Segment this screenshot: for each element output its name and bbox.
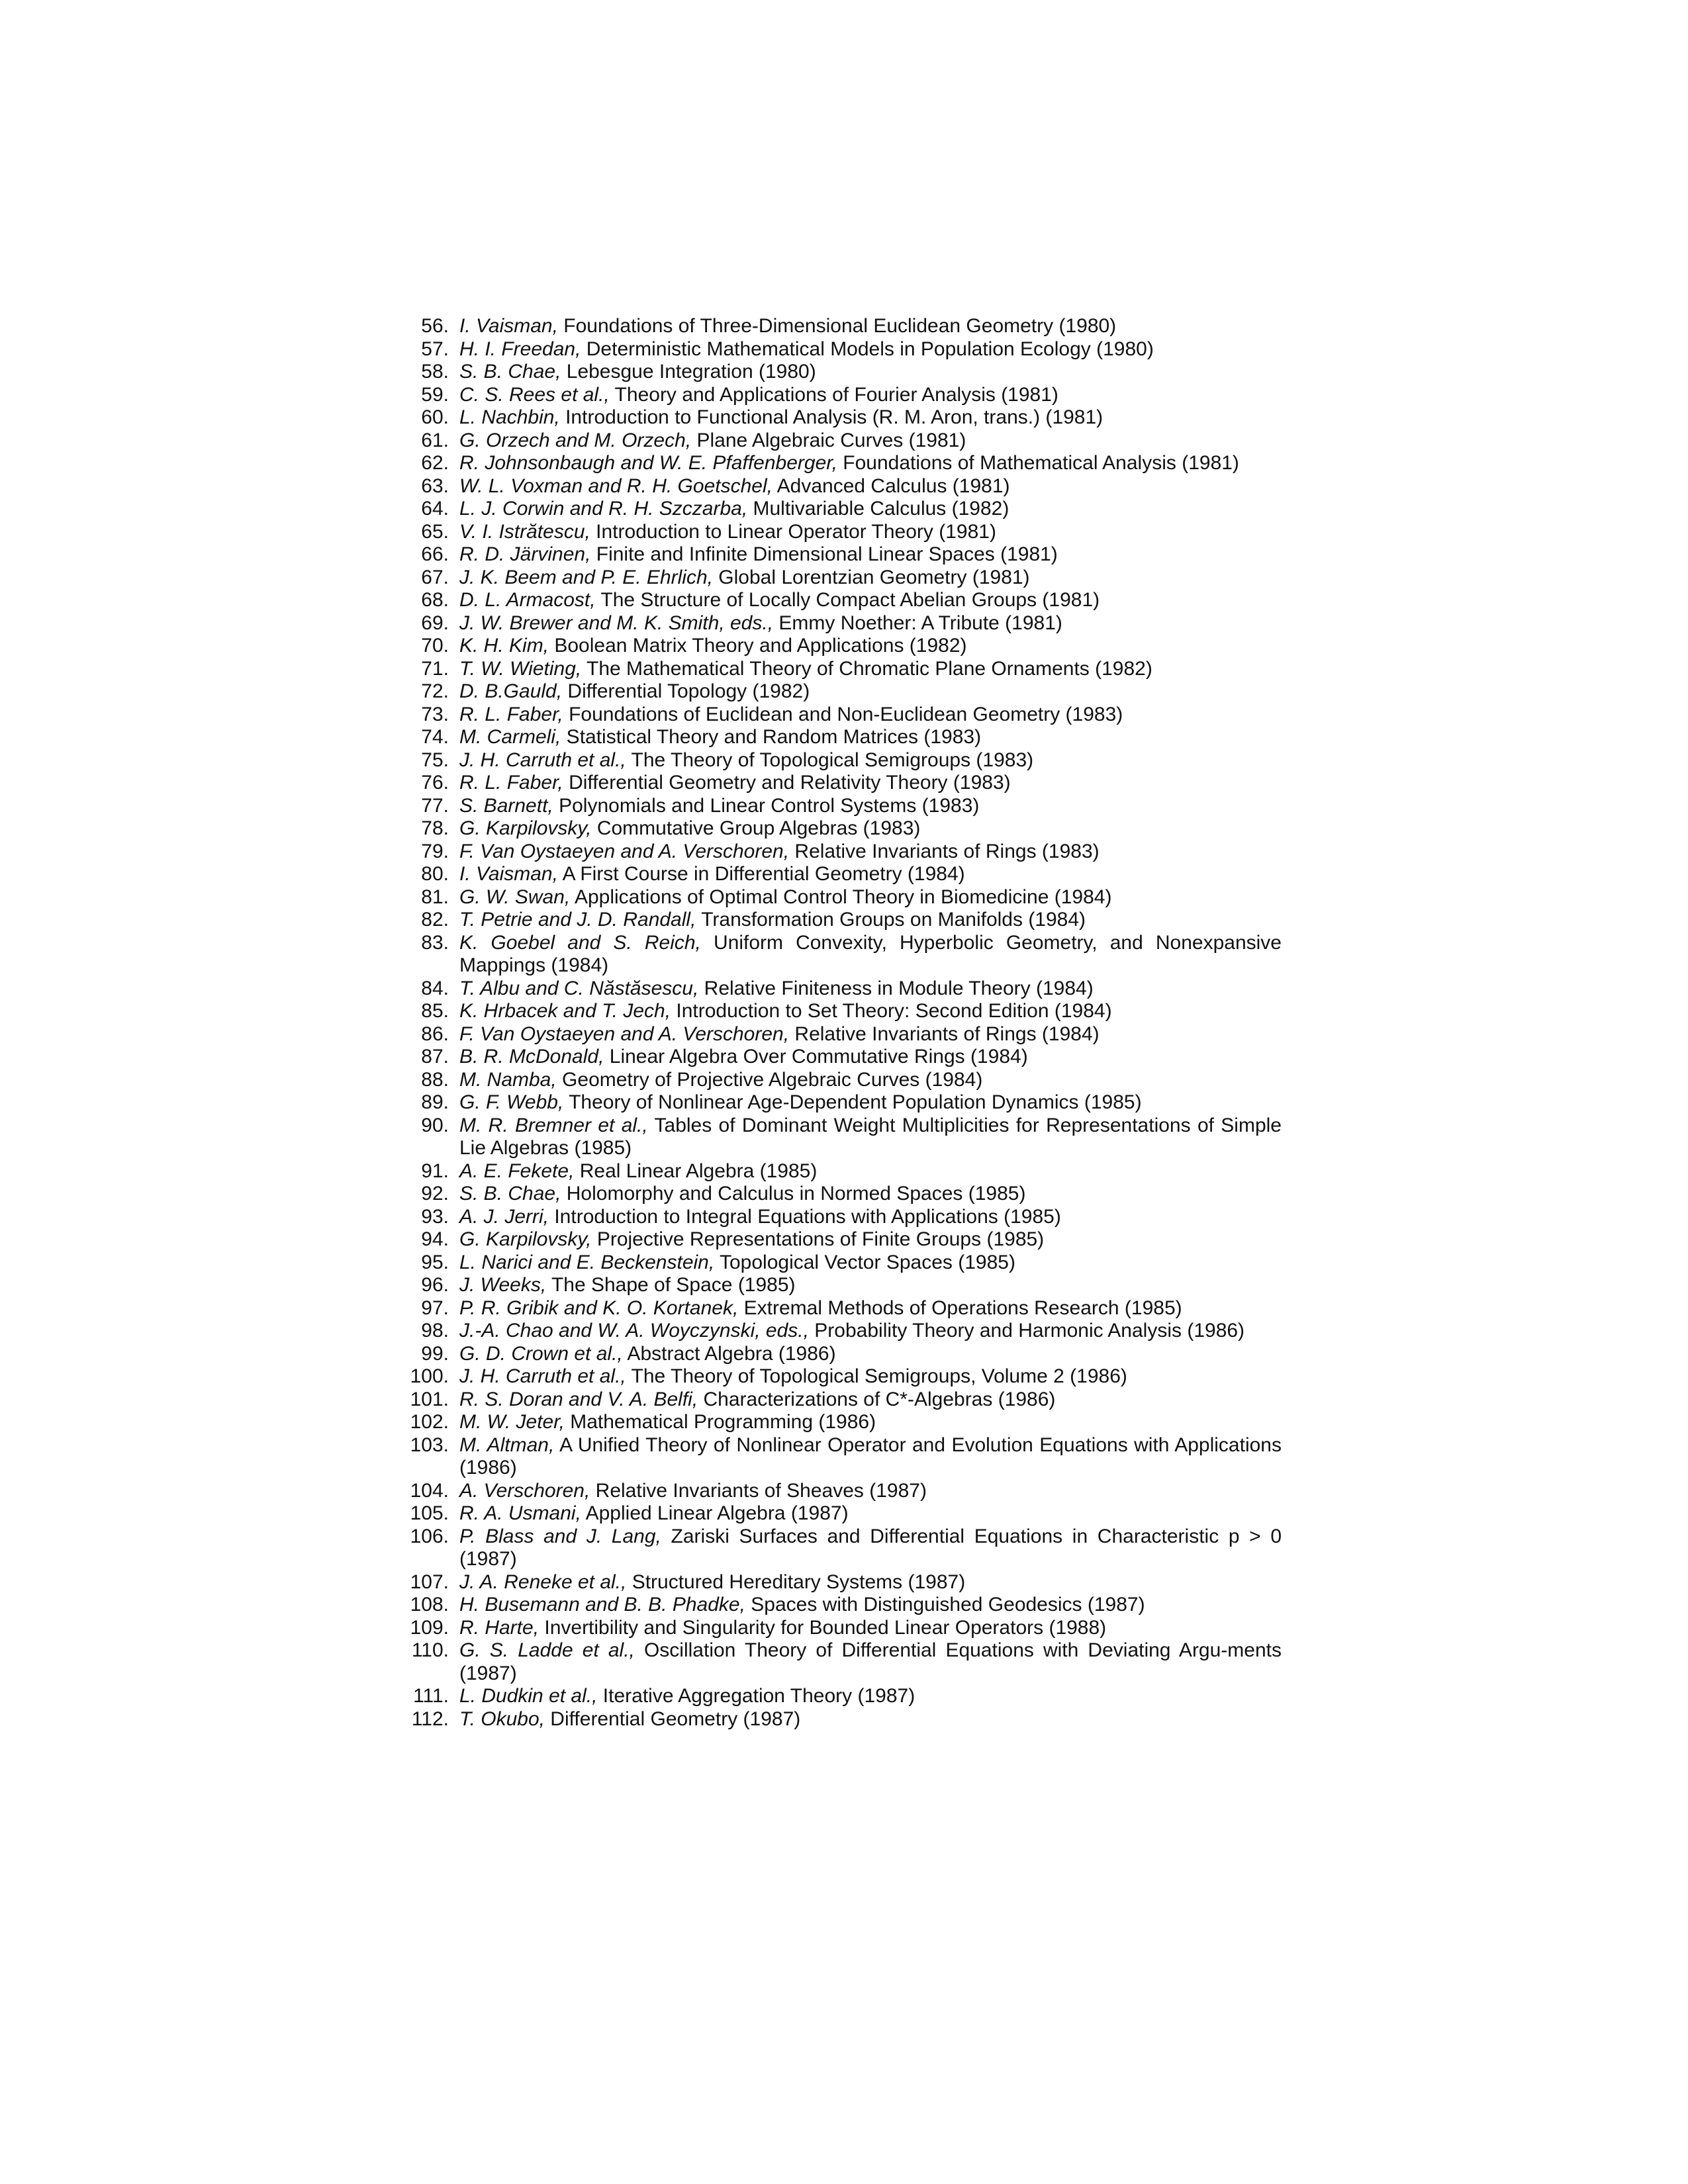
entry-title: Probability Theory and Harmonic Analysis (1986)	[808, 1320, 1245, 1342]
entry-title: Theory of Nonlinear Age-Dependent Population Dynamics (1985)	[563, 1091, 1142, 1113]
entry-title: Oscillation Theory of Differential Equations with Deviating Argu-ments (1987)	[459, 1639, 1282, 1684]
entry-number: 60.	[421, 406, 449, 428]
entry-number: 109.	[410, 1616, 449, 1639]
entry-title: Introduction to Linear Operator Theory (1981)	[590, 520, 996, 543]
reference-entry	[391, 1571, 1282, 1594]
entry-number: 101.	[410, 1388, 449, 1410]
entry-number: 84.	[421, 977, 449, 999]
entry-number: 92.	[421, 1183, 449, 1205]
entry-number: 56.	[421, 315, 449, 337]
entry-text	[449, 1708, 1282, 1731]
reference-entry	[391, 1411, 1282, 1434]
reference-entry	[391, 1000, 1282, 1023]
entry-author: A. Verschoren,	[459, 1479, 590, 1502]
entry-author: S. Barnett,	[459, 794, 553, 817]
entry-title: Global Lorentzian Geometry (1981)	[712, 566, 1030, 588]
entry-text	[449, 863, 1282, 886]
entry-text	[449, 498, 1282, 521]
entry-title: Characterizations of C*-Algebras (1986)	[698, 1388, 1056, 1410]
entry-number: 90.	[421, 1114, 449, 1136]
entry-author: J. A. Reneke et al.,	[459, 1570, 627, 1593]
entry-title: Linear Algebra Over Commutative Rings (1984)	[604, 1046, 1028, 1068]
entry-number: 81.	[421, 886, 449, 908]
entry-number: 88.	[421, 1068, 449, 1091]
entry-author: J. Weeks,	[459, 1274, 547, 1296]
reference-entry	[391, 841, 1282, 864]
entry-author: F. Van Oystaeyen and A. Verschoren,	[459, 840, 790, 862]
reference-entry	[391, 1069, 1282, 1092]
reference-entry	[391, 384, 1282, 407]
entry-number: 99.	[421, 1342, 449, 1365]
reference-entry	[391, 543, 1282, 567]
entry-author: I. Vaisman,	[459, 315, 558, 337]
entry-text	[449, 430, 1282, 453]
entry-author: L. Nachbin,	[459, 406, 560, 428]
entry-text	[449, 932, 1282, 978]
entry-number: 58.	[421, 361, 449, 383]
entry-author: P. R. Gribik and K. O. Kortanek,	[459, 1297, 739, 1319]
reference-entry	[391, 612, 1282, 635]
entry-author: G. Orzech and M. Orzech,	[459, 429, 692, 451]
entry-author: R. Johnsonbaugh and W. E. Pfaffenberger,	[459, 452, 837, 474]
entry-author: G. F. Webb,	[459, 1091, 564, 1113]
reference-entry	[391, 726, 1282, 749]
reference-entry	[391, 338, 1282, 361]
entry-author: C. S. Rees et al.,	[459, 383, 610, 406]
entry-text	[449, 361, 1282, 384]
entry-text	[449, 1160, 1282, 1183]
entry-title: Extremal Methods of Operations Research (1985)	[738, 1297, 1182, 1319]
entry-author: V. I. Istrătescu,	[459, 520, 590, 543]
entry-number: 100.	[410, 1365, 449, 1387]
entry-number: 65.	[421, 520, 449, 543]
reference-entry	[391, 795, 1282, 818]
entry-author: R. A. Usmani,	[459, 1502, 581, 1524]
entry-number: 107.	[410, 1570, 449, 1593]
entry-number: 106.	[410, 1525, 449, 1547]
reference-entry	[391, 406, 1282, 430]
entry-title: Foundations of Mathematical Analysis (1981)	[837, 452, 1239, 474]
entry-author: R. L. Faber,	[459, 703, 563, 725]
entry-text	[449, 1343, 1282, 1366]
entry-number: 82.	[421, 909, 449, 931]
entry-title: Transformation Groups on Manifolds (1984)	[696, 909, 1086, 931]
entry-text	[449, 1525, 1282, 1571]
entry-text	[449, 704, 1282, 727]
reference-entry	[391, 1480, 1282, 1503]
entry-title: Finite and Infinite Dimensional Linear Spaces (1981)	[590, 543, 1058, 565]
reference-entry	[391, 704, 1282, 727]
reference-entry	[391, 1046, 1282, 1069]
entry-author: W. L. Voxman and R. H. Goetschel,	[459, 475, 773, 497]
entry-text	[449, 817, 1282, 841]
reference-entry	[391, 1228, 1282, 1251]
entry-title: Applied Linear Algebra (1987)	[581, 1502, 849, 1524]
reference-entry	[391, 1115, 1282, 1160]
entry-number: 110.	[411, 1639, 449, 1661]
entry-title: Introduction to Set Theory: Second Edition (1984)	[671, 1000, 1112, 1022]
entry-text	[449, 1274, 1282, 1297]
entry-author: M. Carmeli,	[459, 726, 561, 748]
entry-title: The Mathematical Theory of Chromatic Plane Ornaments (1982)	[581, 657, 1152, 680]
entry-text	[449, 635, 1282, 658]
entry-author: M. R. Bremner et al.,	[459, 1114, 648, 1136]
entry-text	[449, 1502, 1282, 1525]
entry-author: K. Hrbacek and T. Jech,	[459, 1000, 671, 1022]
reference-entry	[391, 1617, 1282, 1640]
entry-title: Polynomials and Linear Control Systems (1983)	[553, 794, 980, 817]
entry-title: Uniform Convexity, Hyperbolic Geometry, and Nonexpansive Mappings (1984)	[459, 931, 1282, 976]
entry-author: A. J. Jerri,	[459, 1205, 549, 1228]
entry-author: S. B. Chae,	[459, 361, 561, 383]
reference-entry	[391, 430, 1282, 453]
entry-number: 96.	[421, 1274, 449, 1296]
entry-number: 69.	[421, 612, 449, 634]
entry-number: 77.	[421, 794, 449, 817]
entry-title: The Structure of Locally Compact Abelian Groups (1981)	[595, 589, 1100, 611]
entry-author: J. W. Brewer and M. K. Smith, eds.,	[459, 612, 774, 634]
entry-author: J.-A. Chao and W. A. Woyczynski, eds.,	[459, 1320, 809, 1342]
entry-text	[449, 567, 1282, 590]
entry-title: Topological Vector Spaces (1985)	[714, 1251, 1015, 1273]
entry-number: 62.	[421, 452, 449, 474]
entry-number: 93.	[421, 1205, 449, 1228]
entry-text	[449, 384, 1282, 407]
reference-entry	[391, 932, 1282, 978]
reference-entry	[391, 589, 1282, 612]
entry-title: Spaces with Distinguished Geodesics (1987)	[745, 1594, 1145, 1615]
reference-entry	[391, 1594, 1282, 1617]
reference-entry	[391, 1091, 1282, 1115]
entry-title: Zariski Surfaces and Differential Equations in Characteristic p > 0 (1987)	[459, 1525, 1282, 1570]
entry-title: Relative Invariants of Rings (1984)	[789, 1023, 1100, 1045]
entry-author: J. H. Carruth et al.,	[459, 1365, 626, 1387]
entry-number: 73.	[421, 703, 449, 725]
entry-title: Emmy Noether: A Tribute (1981)	[773, 612, 1062, 634]
entry-author: K. H. Kim,	[459, 635, 549, 657]
entry-number: 57.	[421, 338, 449, 360]
entry-number: 105.	[410, 1502, 449, 1524]
entry-number: 66.	[421, 543, 449, 565]
entry-author: H. I. Freedan,	[459, 338, 581, 360]
entry-text	[449, 1571, 1282, 1594]
entry-title: Statistical Theory and Random Matrices (1983)	[561, 726, 982, 748]
entry-title: Lebesgue Integration (1980)	[561, 361, 816, 383]
entry-title: Structured Hereditary Systems (1987)	[626, 1570, 966, 1593]
reference-entry	[391, 1343, 1282, 1366]
entry-number: 111.	[413, 1685, 449, 1707]
entry-title: Commutative Group Algebras (1983)	[591, 817, 921, 839]
entry-title: The Shape of Space (1985)	[546, 1274, 796, 1296]
entry-text	[449, 658, 1282, 681]
entry-text	[449, 1206, 1282, 1229]
entry-author: G. Karpilovsky,	[459, 1228, 592, 1250]
entry-number: 70.	[421, 635, 449, 657]
entry-title: Differential Topology (1982)	[562, 680, 810, 702]
reference-entry	[391, 1502, 1282, 1525]
entry-text	[449, 749, 1282, 772]
entry-text	[449, 1639, 1282, 1685]
reference-entry	[391, 1685, 1282, 1708]
reference-list	[391, 315, 1282, 1731]
entry-author: I. Vaisman,	[459, 863, 558, 885]
entry-text	[449, 1685, 1282, 1708]
entry-author: T. Albu and C. Năstăsescu,	[459, 977, 699, 999]
entry-text	[449, 680, 1282, 704]
entry-text	[449, 1023, 1282, 1046]
entry-author: L. J. Corwin and R. H. Szczarba,	[459, 498, 748, 520]
entry-number: 59.	[421, 383, 449, 406]
entry-author: T. W. Wieting,	[459, 657, 582, 680]
entry-number: 72.	[421, 680, 449, 702]
entry-number: 83.	[421, 931, 449, 954]
entry-title: Invertibility and Singularity for Bounded Linear Operators (1988)	[539, 1616, 1107, 1639]
entry-number: 97.	[421, 1297, 449, 1319]
entry-text	[449, 795, 1282, 818]
entry-title: Differential Geometry (1987)	[544, 1707, 801, 1730]
entry-text	[449, 1115, 1282, 1160]
entry-text	[449, 1091, 1282, 1115]
entry-author: M. Namba,	[459, 1068, 557, 1091]
entry-text	[449, 1320, 1282, 1343]
entry-author: R. D. Järvinen,	[459, 543, 591, 565]
reference-entry	[391, 1297, 1282, 1320]
entry-number: 61.	[421, 429, 449, 451]
entry-author: L. Narici and E. Beckenstein,	[459, 1251, 715, 1273]
entry-text	[449, 886, 1282, 909]
reference-entry	[391, 1708, 1282, 1731]
entry-number: 95.	[421, 1251, 449, 1273]
reference-entry	[391, 315, 1282, 338]
reference-entry	[391, 886, 1282, 909]
entry-number: 80.	[421, 863, 449, 885]
reference-entry	[391, 1160, 1282, 1183]
entry-number: 78.	[421, 817, 449, 839]
entry-text	[449, 475, 1282, 498]
entry-title: Theory and Applications of Fourier Analysis (1981)	[609, 383, 1058, 406]
entry-title: Abstract Algebra (1986)	[622, 1342, 836, 1365]
entry-title: Relative Finiteness in Module Theory (1984)	[698, 977, 1094, 999]
entry-text	[449, 406, 1282, 430]
entry-number: 104.	[410, 1479, 449, 1502]
reference-entry	[391, 1206, 1282, 1229]
entry-author: T. Okubo,	[459, 1707, 545, 1730]
entry-title: Mathematical Programming (1986)	[564, 1411, 876, 1433]
reference-entry	[391, 909, 1282, 932]
entry-text	[449, 1000, 1282, 1023]
entry-number: 108.	[410, 1594, 449, 1615]
entry-title: Iterative Aggregation Theory (1987)	[597, 1685, 915, 1707]
entry-title: A First Course in Differential Geometry (1984)	[557, 863, 965, 885]
reference-entry	[391, 978, 1282, 1001]
reference-entry	[391, 1023, 1282, 1046]
entry-title: Differential Geometry and Relativity Theory (1983)	[563, 772, 1011, 794]
entry-number: 87.	[421, 1046, 449, 1068]
entry-text	[449, 1411, 1282, 1434]
entry-text	[449, 1069, 1282, 1092]
entry-text	[449, 1365, 1282, 1388]
entry-text	[449, 1228, 1282, 1251]
reference-entry	[391, 1639, 1282, 1685]
entry-number: 64.	[421, 498, 449, 520]
entry-text	[449, 1480, 1282, 1503]
reference-entry	[391, 361, 1282, 384]
reference-entry	[391, 658, 1282, 681]
entry-number: 76.	[421, 772, 449, 794]
entry-text	[449, 1388, 1282, 1412]
entry-text	[449, 589, 1282, 612]
entry-text	[449, 543, 1282, 567]
reference-entry	[391, 475, 1282, 498]
entry-title: Deterministic Mathematical Models in Population Ecology (1980)	[581, 338, 1154, 360]
entry-author: P. Blass and J. Lang,	[459, 1525, 661, 1547]
entry-author: G. W. Swan,	[459, 886, 571, 908]
entry-text	[449, 978, 1282, 1001]
entry-author: R. L. Faber,	[459, 772, 563, 794]
entry-title: Multivariable Calculus (1982)	[747, 498, 1009, 520]
entry-title: Tables of Dominant Weight Multiplicities for Representations of Simple Lie Algebras (1985)	[459, 1114, 1282, 1159]
reference-entry	[391, 1251, 1282, 1275]
entry-number: 94.	[421, 1228, 449, 1250]
entry-author: D. B.Gauld,	[459, 680, 563, 702]
entry-number: 71.	[421, 657, 449, 680]
entry-text	[449, 841, 1282, 864]
entry-author: M. Altman,	[459, 1433, 555, 1456]
entry-author: J. K. Beem and P. E. Ehrlich,	[459, 566, 713, 588]
entry-author: G. D. Crown et al.,	[459, 1342, 623, 1365]
entry-author: S. B. Chae,	[459, 1183, 561, 1205]
entry-text	[449, 726, 1282, 749]
entry-author: B. R. McDonald,	[459, 1046, 604, 1068]
entry-number: 112.	[411, 1707, 449, 1730]
entry-number: 74.	[421, 726, 449, 748]
entry-author: G. S. Ladde et al.,	[459, 1639, 635, 1661]
reference-entry	[391, 521, 1282, 544]
entry-title: Introduction to Integral Equations with Applications (1985)	[549, 1205, 1061, 1228]
entry-title: Foundations of Three-Dimensional Euclidean Geometry (1980)	[557, 315, 1117, 337]
reference-entry	[391, 749, 1282, 772]
entry-author: G. Karpilovsky,	[459, 817, 592, 839]
entry-text	[449, 772, 1282, 795]
entry-author: J. H. Carruth et al.,	[459, 749, 626, 771]
entry-title: Relative Invariants of Rings (1983)	[789, 840, 1100, 862]
entry-text	[449, 315, 1282, 338]
reference-entry	[391, 1274, 1282, 1297]
entry-author: H. Busemann and B. B. Phadke,	[459, 1594, 745, 1615]
entry-text	[449, 1617, 1282, 1640]
reference-entry	[391, 498, 1282, 521]
reference-entry	[391, 635, 1282, 658]
entry-author: T. Petrie and J. D. Randall,	[459, 909, 696, 931]
entry-text	[449, 1251, 1282, 1275]
entry-text	[449, 338, 1282, 361]
entry-text	[449, 1046, 1282, 1069]
entry-text	[449, 521, 1282, 544]
entry-number: 86.	[421, 1023, 449, 1045]
entry-text	[449, 452, 1282, 475]
entry-number: 98.	[421, 1320, 449, 1342]
entry-number: 89.	[421, 1091, 449, 1113]
entry-title: Foundations of Euclidean and Non-Euclidean Geometry (1983)	[563, 703, 1123, 725]
entry-author: R. S. Doran and V. A. Belfi,	[459, 1388, 698, 1410]
reference-entry	[391, 1320, 1282, 1343]
reference-entry	[391, 1183, 1282, 1206]
entry-title: Relative Invariants of Sheaves (1987)	[590, 1479, 927, 1502]
entry-title: Boolean Matrix Theory and Applications (1982)	[549, 635, 967, 657]
entry-number: 103.	[410, 1433, 449, 1456]
entry-title: Holomorphy and Calculus in Normed Spaces (1985)	[561, 1183, 1026, 1205]
reference-entry	[391, 1388, 1282, 1412]
entry-number: 91.	[421, 1160, 449, 1182]
entry-author: K. Goebel and S. Reich,	[459, 931, 701, 954]
entry-number: 68.	[421, 589, 449, 611]
entry-title: The Theory of Topological Semigroups, Volume 2 (1986)	[626, 1365, 1127, 1387]
entry-number: 75.	[421, 749, 449, 771]
entry-author: A. E. Fekete,	[459, 1160, 575, 1182]
entry-author: R. Harte,	[459, 1616, 539, 1639]
reference-entry	[391, 567, 1282, 590]
entry-title: The Theory of Topological Semigroups (1983)	[626, 749, 1034, 771]
entry-author: F. Van Oystaeyen and A. Verschoren,	[459, 1023, 790, 1045]
entry-number: 85.	[421, 1000, 449, 1022]
entry-number: 67.	[421, 566, 449, 588]
entry-title: Plane Algebraic Curves (1981)	[691, 429, 966, 451]
reference-entry	[391, 817, 1282, 841]
reference-entry	[391, 772, 1282, 795]
entry-title: Geometry of Projective Algebraic Curves (1984)	[556, 1068, 983, 1091]
entry-title: Advanced Calculus (1981)	[772, 475, 1010, 497]
entry-title: Real Linear Algebra (1985)	[574, 1160, 818, 1182]
entry-title: Applications of Optimal Control Theory in Biomedicine (1984)	[570, 886, 1112, 908]
entry-title: Projective Representations of Finite Groups (1985)	[591, 1228, 1045, 1250]
entry-title: Introduction to Functional Analysis (R. M. Aron, trans.) (1981)	[559, 406, 1103, 428]
entry-text	[449, 1297, 1282, 1320]
reference-entry	[391, 680, 1282, 704]
entry-text	[449, 1183, 1282, 1206]
reference-entry	[391, 1365, 1282, 1388]
entry-author: L. Dudkin et al.,	[459, 1685, 598, 1707]
reference-entry	[391, 452, 1282, 475]
entry-text	[449, 1594, 1282, 1617]
entry-text	[449, 909, 1282, 932]
entry-author: D. L. Armacost,	[459, 589, 596, 611]
reference-entry	[391, 863, 1282, 886]
entry-author: M. W. Jeter,	[459, 1411, 565, 1433]
entry-title: A Unified Theory of Nonlinear Operator and Evolution Equations with Applications (1986)	[459, 1433, 1282, 1479]
reference-entry	[391, 1525, 1282, 1571]
entry-number: 79.	[421, 840, 449, 862]
entry-text	[449, 1434, 1282, 1480]
entry-number: 63.	[421, 475, 449, 497]
entry-number: 102.	[410, 1411, 449, 1433]
reference-entry	[391, 1434, 1282, 1480]
entry-text	[449, 612, 1282, 635]
